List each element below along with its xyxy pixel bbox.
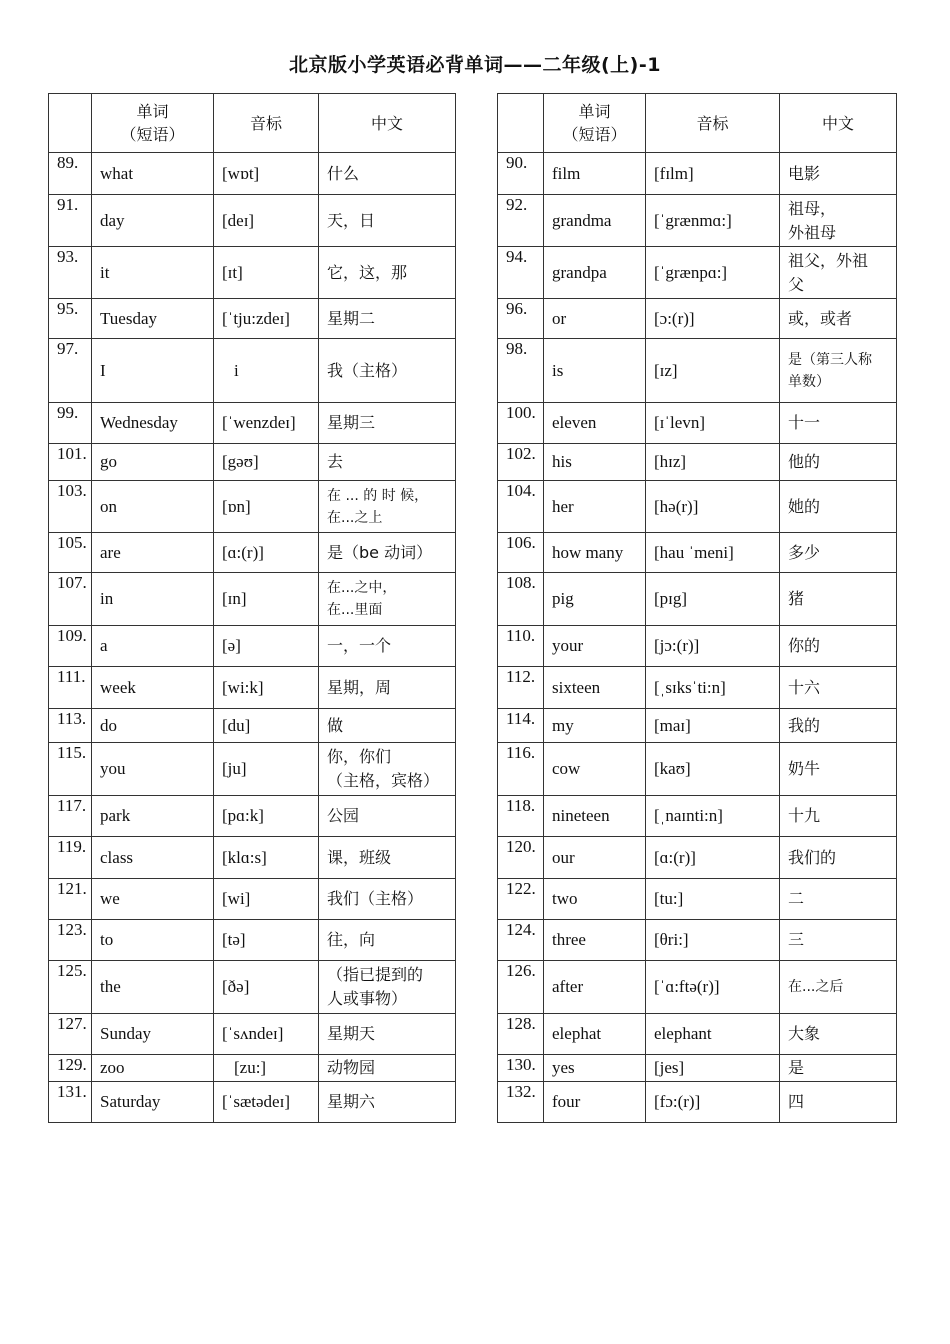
row-number: 119. bbox=[49, 837, 92, 879]
word-cell: do bbox=[92, 709, 214, 743]
word-cell: my bbox=[544, 709, 646, 743]
table-row bbox=[49, 403, 456, 444]
table-row bbox=[498, 153, 897, 195]
table-row bbox=[498, 339, 897, 403]
row-number: 122. bbox=[498, 879, 544, 920]
word-cell: eleven bbox=[544, 403, 646, 444]
phonetic-cell: [kaʊ] bbox=[646, 743, 780, 796]
word-cell: Wednesday bbox=[92, 403, 214, 444]
table-row bbox=[498, 743, 897, 796]
table-row bbox=[49, 195, 456, 247]
word-cell: the bbox=[92, 961, 214, 1014]
word-cell: is bbox=[544, 339, 646, 403]
phonetic-cell: [ˈgrænpɑ:] bbox=[646, 247, 780, 299]
word-cell: I bbox=[92, 339, 214, 403]
word-cell: film bbox=[544, 153, 646, 195]
chinese-meaning-cell: 十六 bbox=[780, 667, 897, 709]
phonetic-cell: [gəʊ] bbox=[214, 444, 319, 481]
vocab-table-right bbox=[497, 93, 897, 1123]
table-row bbox=[49, 481, 456, 533]
word-cell: park bbox=[92, 796, 214, 837]
row-number: 120. bbox=[498, 837, 544, 879]
chinese-meaning-cell: 一，一个 bbox=[319, 626, 456, 667]
phonetic-cell: [ɒn] bbox=[214, 481, 319, 533]
word-cell: her bbox=[544, 481, 646, 533]
word-cell: Saturday bbox=[92, 1082, 214, 1123]
table-header-row bbox=[498, 94, 897, 153]
table-row bbox=[498, 961, 897, 1014]
chinese-meaning-cell: 做 bbox=[319, 709, 456, 743]
table-row bbox=[498, 444, 897, 481]
row-number: 97. bbox=[49, 339, 92, 403]
table-row bbox=[498, 195, 897, 247]
row-number: 95. bbox=[49, 299, 92, 339]
chinese-meaning-cell: 在...之中， 在...里面 bbox=[319, 573, 456, 626]
word-cell: you bbox=[92, 743, 214, 796]
word-cell: pig bbox=[544, 573, 646, 626]
table-row bbox=[498, 403, 897, 444]
row-number: 106. bbox=[498, 533, 544, 573]
word-cell: his bbox=[544, 444, 646, 481]
chinese-meaning-cell: 多少 bbox=[780, 533, 897, 573]
phonetic-cell: [tu:] bbox=[646, 879, 780, 920]
phonetic-cell: i bbox=[214, 339, 319, 403]
word-cell: our bbox=[544, 837, 646, 879]
chinese-meaning-cell: 星期二 bbox=[319, 299, 456, 339]
row-number: 108. bbox=[498, 573, 544, 626]
row-number: 99. bbox=[49, 403, 92, 444]
chinese-meaning-cell: 星期天 bbox=[319, 1014, 456, 1055]
chinese-meaning-cell: 课，班级 bbox=[319, 837, 456, 879]
chinese-meaning-cell: 是（第三人称 单数） bbox=[780, 339, 897, 403]
row-number: 121. bbox=[49, 879, 92, 920]
phonetic-cell: [ˌnaɪnti:n] bbox=[646, 796, 780, 837]
table-row bbox=[498, 299, 897, 339]
row-number: 91. bbox=[49, 195, 92, 247]
row-number: 105. bbox=[49, 533, 92, 573]
phonetic-cell: [wi] bbox=[214, 879, 319, 920]
row-number: 104. bbox=[498, 481, 544, 533]
table-row bbox=[49, 961, 456, 1014]
chinese-meaning-cell: 我的 bbox=[780, 709, 897, 743]
phonetic-cell: [ˈɑ:ftə(r)] bbox=[646, 961, 780, 1014]
word-cell: day bbox=[92, 195, 214, 247]
word-cell: go bbox=[92, 444, 214, 481]
word-cell: grandpa bbox=[544, 247, 646, 299]
phonetic-cell: [hau ˈmeni] bbox=[646, 533, 780, 573]
word-cell: what bbox=[92, 153, 214, 195]
row-number: 131. bbox=[49, 1082, 92, 1123]
vocab-table-left bbox=[48, 93, 456, 1123]
header-num bbox=[49, 94, 92, 153]
phonetic-cell: [pɑ:k] bbox=[214, 796, 319, 837]
word-cell: how many bbox=[544, 533, 646, 573]
word-cell: Sunday bbox=[92, 1014, 214, 1055]
chinese-meaning-cell: 动物园 bbox=[319, 1055, 456, 1082]
chinese-meaning-cell: 我（主格） bbox=[319, 339, 456, 403]
table-row bbox=[49, 709, 456, 743]
phonetic-cell: [ɑ:(r)] bbox=[214, 533, 319, 573]
word-cell: yes bbox=[544, 1055, 646, 1082]
chinese-meaning-cell: 十一 bbox=[780, 403, 897, 444]
table-row bbox=[49, 533, 456, 573]
row-number: 98. bbox=[498, 339, 544, 403]
chinese-meaning-cell: 你，你们 （主格，宾格） bbox=[319, 743, 456, 796]
chinese-meaning-cell: 四 bbox=[780, 1082, 897, 1123]
word-cell: three bbox=[544, 920, 646, 961]
phonetic-cell: [klɑ:s] bbox=[214, 837, 319, 879]
phonetic-cell: [θri:] bbox=[646, 920, 780, 961]
row-number: 123. bbox=[49, 920, 92, 961]
row-number: 109. bbox=[49, 626, 92, 667]
header-word-label: 单词 （短语） bbox=[562, 102, 627, 144]
chinese-meaning-cell: 它，这，那 bbox=[319, 247, 456, 299]
phonetic-cell: [wi:k] bbox=[214, 667, 319, 709]
row-number: 93. bbox=[49, 247, 92, 299]
phonetic-cell: [ə] bbox=[214, 626, 319, 667]
chinese-meaning-cell: 去 bbox=[319, 444, 456, 481]
table-row bbox=[49, 1055, 456, 1082]
phonetic-cell: [hə(r)] bbox=[646, 481, 780, 533]
table-row bbox=[49, 667, 456, 709]
phonetic-cell: [ˈwenzdeɪ] bbox=[214, 403, 319, 444]
row-number: 130. bbox=[498, 1055, 544, 1082]
phonetic-cell: [fɪlm] bbox=[646, 153, 780, 195]
header-zh: 中文 bbox=[780, 94, 897, 153]
chinese-meaning-cell: 我们（主格） bbox=[319, 879, 456, 920]
table-row bbox=[498, 481, 897, 533]
chinese-meaning-cell: 我们的 bbox=[780, 837, 897, 879]
table-row bbox=[49, 573, 456, 626]
chinese-meaning-cell: 十九 bbox=[780, 796, 897, 837]
table-row bbox=[498, 796, 897, 837]
row-number: 124. bbox=[498, 920, 544, 961]
chinese-meaning-cell: 公园 bbox=[319, 796, 456, 837]
phonetic-cell: [ɑ:(r)] bbox=[646, 837, 780, 879]
row-number: 92. bbox=[498, 195, 544, 247]
word-cell: elephat bbox=[544, 1014, 646, 1055]
table-row bbox=[498, 626, 897, 667]
chinese-meaning-cell: （指已提到的 人或事物） bbox=[319, 961, 456, 1014]
chinese-meaning-cell: 星期三 bbox=[319, 403, 456, 444]
row-number: 132. bbox=[498, 1082, 544, 1123]
header-word bbox=[544, 94, 646, 153]
word-cell: or bbox=[544, 299, 646, 339]
chinese-meaning-cell: 祖母， 外祖母 bbox=[780, 195, 897, 247]
word-cell: after bbox=[544, 961, 646, 1014]
word-cell: on bbox=[92, 481, 214, 533]
table-row bbox=[498, 879, 897, 920]
row-number: 89. bbox=[49, 153, 92, 195]
chinese-meaning-cell: 他的 bbox=[780, 444, 897, 481]
table-row bbox=[498, 920, 897, 961]
chinese-meaning-cell: 在...之后 bbox=[780, 961, 897, 1014]
table-row bbox=[498, 709, 897, 743]
word-cell: grandma bbox=[544, 195, 646, 247]
table-row bbox=[49, 879, 456, 920]
chinese-meaning-cell: 大象 bbox=[780, 1014, 897, 1055]
phonetic-cell: [ɪˈlevn] bbox=[646, 403, 780, 444]
phonetic-cell: elephant bbox=[646, 1014, 780, 1055]
chinese-meaning-cell: 奶牛 bbox=[780, 743, 897, 796]
chinese-meaning-cell: 是 bbox=[780, 1055, 897, 1082]
row-number: 94. bbox=[498, 247, 544, 299]
row-number: 117. bbox=[49, 796, 92, 837]
row-number: 127. bbox=[49, 1014, 92, 1055]
phonetic-cell: [jes] bbox=[646, 1055, 780, 1082]
phonetic-cell: [pɪg] bbox=[646, 573, 780, 626]
word-cell: a bbox=[92, 626, 214, 667]
phonetic-cell: [ɔ:(r)] bbox=[646, 299, 780, 339]
table-row bbox=[49, 339, 456, 403]
word-cell: we bbox=[92, 879, 214, 920]
table-row bbox=[49, 920, 456, 961]
row-number: 129. bbox=[49, 1055, 92, 1082]
word-cell: it bbox=[92, 247, 214, 299]
chinese-meaning-cell: 猪 bbox=[780, 573, 897, 626]
header-num bbox=[498, 94, 544, 153]
chinese-meaning-cell: 星期，周 bbox=[319, 667, 456, 709]
word-cell: cow bbox=[544, 743, 646, 796]
row-number: 116. bbox=[498, 743, 544, 796]
chinese-meaning-cell: 在 ... 的 时 候， 在...之上 bbox=[319, 481, 456, 533]
table-row bbox=[498, 247, 897, 299]
phonetic-cell: [ˈtju:zdeɪ] bbox=[214, 299, 319, 339]
row-number: 110. bbox=[498, 626, 544, 667]
row-number: 114. bbox=[498, 709, 544, 743]
row-number: 126. bbox=[498, 961, 544, 1014]
phonetic-cell: [ðə] bbox=[214, 961, 319, 1014]
table-row bbox=[49, 837, 456, 879]
table-row bbox=[49, 1014, 456, 1055]
chinese-meaning-cell: 三 bbox=[780, 920, 897, 961]
chinese-meaning-cell: 她的 bbox=[780, 481, 897, 533]
phonetic-cell: [du] bbox=[214, 709, 319, 743]
row-number: 112. bbox=[498, 667, 544, 709]
table-row bbox=[498, 1055, 897, 1082]
table-row bbox=[49, 743, 456, 796]
page-title: 北京版小学英语必背单词——二年级(上)-1 bbox=[289, 54, 661, 76]
phonetic-cell: [ˈsætədeɪ] bbox=[214, 1082, 319, 1123]
table-header-row bbox=[49, 94, 456, 153]
table-row bbox=[49, 796, 456, 837]
word-cell: in bbox=[92, 573, 214, 626]
table-row bbox=[498, 1014, 897, 1055]
table-row bbox=[49, 247, 456, 299]
word-cell: are bbox=[92, 533, 214, 573]
phonetic-cell: [wɒt] bbox=[214, 153, 319, 195]
row-number: 102. bbox=[498, 444, 544, 481]
row-number: 128. bbox=[498, 1014, 544, 1055]
word-cell: class bbox=[92, 837, 214, 879]
chinese-meaning-cell: 祖父，外祖 父 bbox=[780, 247, 897, 299]
header-word bbox=[92, 94, 214, 153]
chinese-meaning-cell: 或，或者 bbox=[780, 299, 897, 339]
word-cell: zoo bbox=[92, 1055, 214, 1082]
phonetic-cell: [ˈgrænmɑ:] bbox=[646, 195, 780, 247]
phonetic-cell: [fɔ:(r)] bbox=[646, 1082, 780, 1123]
word-cell: Tuesday bbox=[92, 299, 214, 339]
word-cell: nineteen bbox=[544, 796, 646, 837]
word-cell: two bbox=[544, 879, 646, 920]
phonetic-cell: [maɪ] bbox=[646, 709, 780, 743]
word-cell: week bbox=[92, 667, 214, 709]
phonetic-cell: [deɪ] bbox=[214, 195, 319, 247]
table-row bbox=[498, 667, 897, 709]
header-word-label: 单词 （短语） bbox=[120, 102, 185, 144]
table-row bbox=[49, 299, 456, 339]
phonetic-cell: [ɪn] bbox=[214, 573, 319, 626]
chinese-meaning-cell: 是（be 动词） bbox=[319, 533, 456, 573]
row-number: 125. bbox=[49, 961, 92, 1014]
phonetic-cell: [ɪt] bbox=[214, 247, 319, 299]
phonetic-cell: [hɪz] bbox=[646, 444, 780, 481]
word-cell: sixteen bbox=[544, 667, 646, 709]
chinese-meaning-cell: 什么 bbox=[319, 153, 456, 195]
table-row bbox=[498, 573, 897, 626]
row-number: 111. bbox=[49, 667, 92, 709]
phonetic-cell: [zu:] bbox=[214, 1055, 319, 1082]
table-row bbox=[49, 444, 456, 481]
table-row bbox=[498, 837, 897, 879]
table-row bbox=[49, 626, 456, 667]
table-row bbox=[498, 533, 897, 573]
row-number: 96. bbox=[498, 299, 544, 339]
row-number: 107. bbox=[49, 573, 92, 626]
phonetic-cell: [tə] bbox=[214, 920, 319, 961]
chinese-meaning-cell: 星期六 bbox=[319, 1082, 456, 1123]
row-number: 101. bbox=[49, 444, 92, 481]
table-row bbox=[498, 1082, 897, 1123]
header-zh: 中文 bbox=[319, 94, 456, 153]
row-number: 90. bbox=[498, 153, 544, 195]
header-ipa: 音标 bbox=[214, 94, 319, 153]
row-number: 115. bbox=[49, 743, 92, 796]
row-number: 103. bbox=[49, 481, 92, 533]
chinese-meaning-cell: 你的 bbox=[780, 626, 897, 667]
phonetic-cell: [jɔ:(r)] bbox=[646, 626, 780, 667]
table-row bbox=[49, 153, 456, 195]
phonetic-cell: [ju] bbox=[214, 743, 319, 796]
word-cell: four bbox=[544, 1082, 646, 1123]
chinese-meaning-cell: 电影 bbox=[780, 153, 897, 195]
phonetic-cell: [ˈsʌndeɪ] bbox=[214, 1014, 319, 1055]
chinese-meaning-cell: 天，日 bbox=[319, 195, 456, 247]
chinese-meaning-cell: 二 bbox=[780, 879, 897, 920]
phonetic-cell: [ˌsɪksˈti:n] bbox=[646, 667, 780, 709]
row-number: 100. bbox=[498, 403, 544, 444]
header-ipa: 音标 bbox=[646, 94, 780, 153]
table-row bbox=[49, 1082, 456, 1123]
row-number: 113. bbox=[49, 709, 92, 743]
row-number: 118. bbox=[498, 796, 544, 837]
word-cell: to bbox=[92, 920, 214, 961]
word-cell: your bbox=[544, 626, 646, 667]
phonetic-cell: [ɪz] bbox=[646, 339, 780, 403]
chinese-meaning-cell: 往，向 bbox=[319, 920, 456, 961]
